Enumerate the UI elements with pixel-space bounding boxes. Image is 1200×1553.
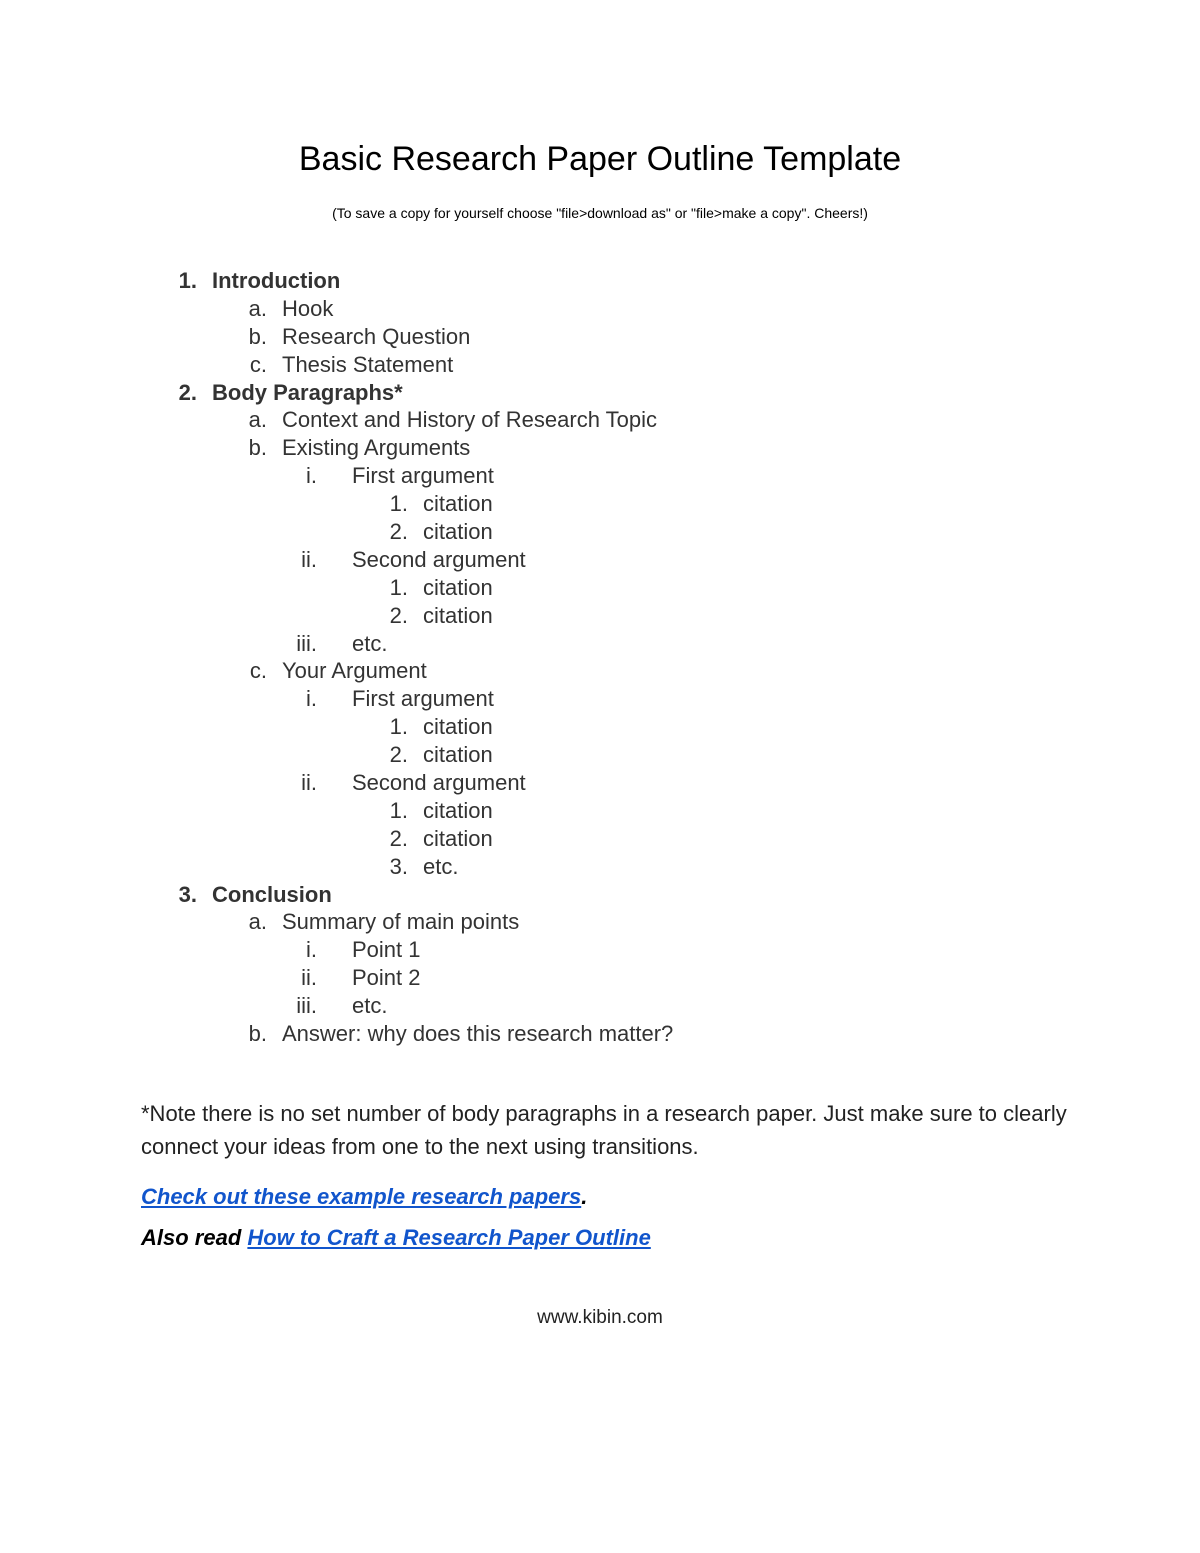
outline-text: Existing Arguments [282, 435, 471, 461]
outline-item-level-4 [0, 741, 1200, 769]
example-papers-suffix: . [581, 1184, 588, 1209]
craft-outline-prefix: Also read [141, 1225, 248, 1250]
outline-marker: a. [248, 295, 267, 321]
outline-marker: a. [248, 407, 267, 433]
outline-marker: 2. [389, 742, 408, 768]
outline-item-level-4 [0, 518, 1200, 546]
outline-item-level-3 [0, 462, 1200, 490]
outline-marker: 3. [178, 881, 197, 907]
outline-list [0, 267, 1200, 1048]
outline-item-level-3 [0, 964, 1200, 992]
outline-text: Body Paragraphs* [212, 379, 403, 405]
outline-text: Research Question [282, 323, 471, 349]
outline-text: First argument [352, 463, 494, 489]
example-papers-link[interactable]: Check out these example research papers [141, 1184, 582, 1209]
outline-item-level-1 [0, 267, 1200, 295]
outline-marker: b. [248, 323, 267, 349]
outline-item-level-4 [0, 490, 1200, 518]
outline-item-level-3 [0, 546, 1200, 574]
outline-marker: i. [306, 463, 317, 489]
outline-marker: iii. [296, 993, 317, 1019]
outline-marker: c. [249, 658, 267, 684]
craft-outline-link[interactable]: How to Craft a Research Paper Outline [247, 1225, 651, 1250]
outline-text: citation [423, 491, 493, 517]
outline-item-level-2 [0, 406, 1200, 434]
outline-item-level-2 [0, 1020, 1200, 1048]
outline-item-level-3 [0, 992, 1200, 1020]
outline-marker: a. [248, 909, 267, 935]
outline-marker: 1. [178, 268, 197, 293]
outline-marker: 1. [389, 574, 408, 600]
outline-marker: 2. [389, 825, 408, 851]
footer-url: www.kibin.com [537, 1307, 663, 1328]
outline-text: citation [423, 825, 493, 851]
outline-item-level-1 [0, 379, 1200, 407]
outline-marker: 1. [389, 491, 408, 517]
outline-marker: ii. [301, 965, 317, 991]
outline-item-level-3 [0, 685, 1200, 713]
outline-text: Summary of main points [282, 909, 520, 935]
outline-item-level-2 [0, 434, 1200, 462]
outline-marker: i. [306, 686, 317, 712]
outline-text: citation [423, 602, 493, 628]
outline-marker: b. [248, 1021, 267, 1047]
outline-text: Context and History of Research Topic [282, 407, 657, 433]
outline-text: Point 2 [352, 965, 421, 991]
outline-marker: 2. [178, 379, 197, 405]
outline-item-level-3 [0, 936, 1200, 964]
outline-marker: 3. [389, 853, 408, 879]
outline-text: Second argument [352, 546, 526, 572]
outline-text: etc. [423, 853, 459, 879]
outline-text: citation [423, 714, 493, 740]
outline-text: citation [423, 797, 493, 823]
outline-text: Introduction [212, 268, 341, 293]
body-paragraphs-note: *Note there is no set number of body paragraphs in a research paper. Just make sure to clearly connect your ideas from one to the next using transitions. [141, 1101, 1067, 1159]
outline-text: Second argument [352, 770, 526, 796]
outline-marker: 2. [389, 602, 408, 628]
craft-outline-line [141, 1225, 651, 1251]
outline-text: etc. [352, 993, 388, 1019]
outline-marker: 2. [389, 519, 408, 545]
outline-item-level-3 [0, 630, 1200, 658]
outline-item-level-4 [0, 853, 1200, 881]
outline-item-level-4 [0, 602, 1200, 630]
outline-text: Hook [282, 295, 334, 321]
outline-item-level-2 [0, 323, 1200, 351]
outline-marker: 1. [389, 797, 408, 823]
outline-item-level-2 [0, 908, 1200, 936]
outline-text: Conclusion [212, 881, 332, 907]
outline-item-level-2 [0, 295, 1200, 323]
outline-marker: iii. [296, 630, 317, 656]
outline-marker: c. [249, 351, 267, 377]
outline-marker: i. [306, 937, 317, 963]
outline-item-level-4 [0, 825, 1200, 853]
outline-item-level-2 [0, 351, 1200, 379]
outline-text: Thesis Statement [282, 351, 454, 377]
outline-text: First argument [352, 686, 494, 712]
outline-marker: ii. [301, 770, 317, 796]
outline-text: citation [423, 742, 493, 768]
outline-item-level-2 [0, 657, 1200, 685]
outline-text: citation [423, 574, 493, 600]
example-papers-line [141, 1184, 587, 1210]
outline-item-level-4 [0, 574, 1200, 602]
outline-text: Point 1 [352, 937, 421, 963]
outline-text: Answer: why does this research matter? [282, 1021, 674, 1047]
outline-marker: b. [248, 435, 267, 461]
page-title: Basic Research Paper Outline Template [298, 140, 902, 178]
outline-item-level-3 [0, 769, 1200, 797]
outline-item-level-1 [0, 881, 1200, 909]
outline-text: etc. [352, 630, 388, 656]
outline-item-level-4 [0, 713, 1200, 741]
page-subtitle: (To save a copy for yourself choose "file>download as" or "file>make a copy". Cheers!) [332, 205, 868, 221]
outline-text: citation [423, 519, 493, 545]
outline-text: Your Argument [282, 658, 427, 684]
outline-marker: 1. [389, 714, 408, 740]
outline-item-level-4 [0, 797, 1200, 825]
outline-marker: ii. [301, 546, 317, 572]
